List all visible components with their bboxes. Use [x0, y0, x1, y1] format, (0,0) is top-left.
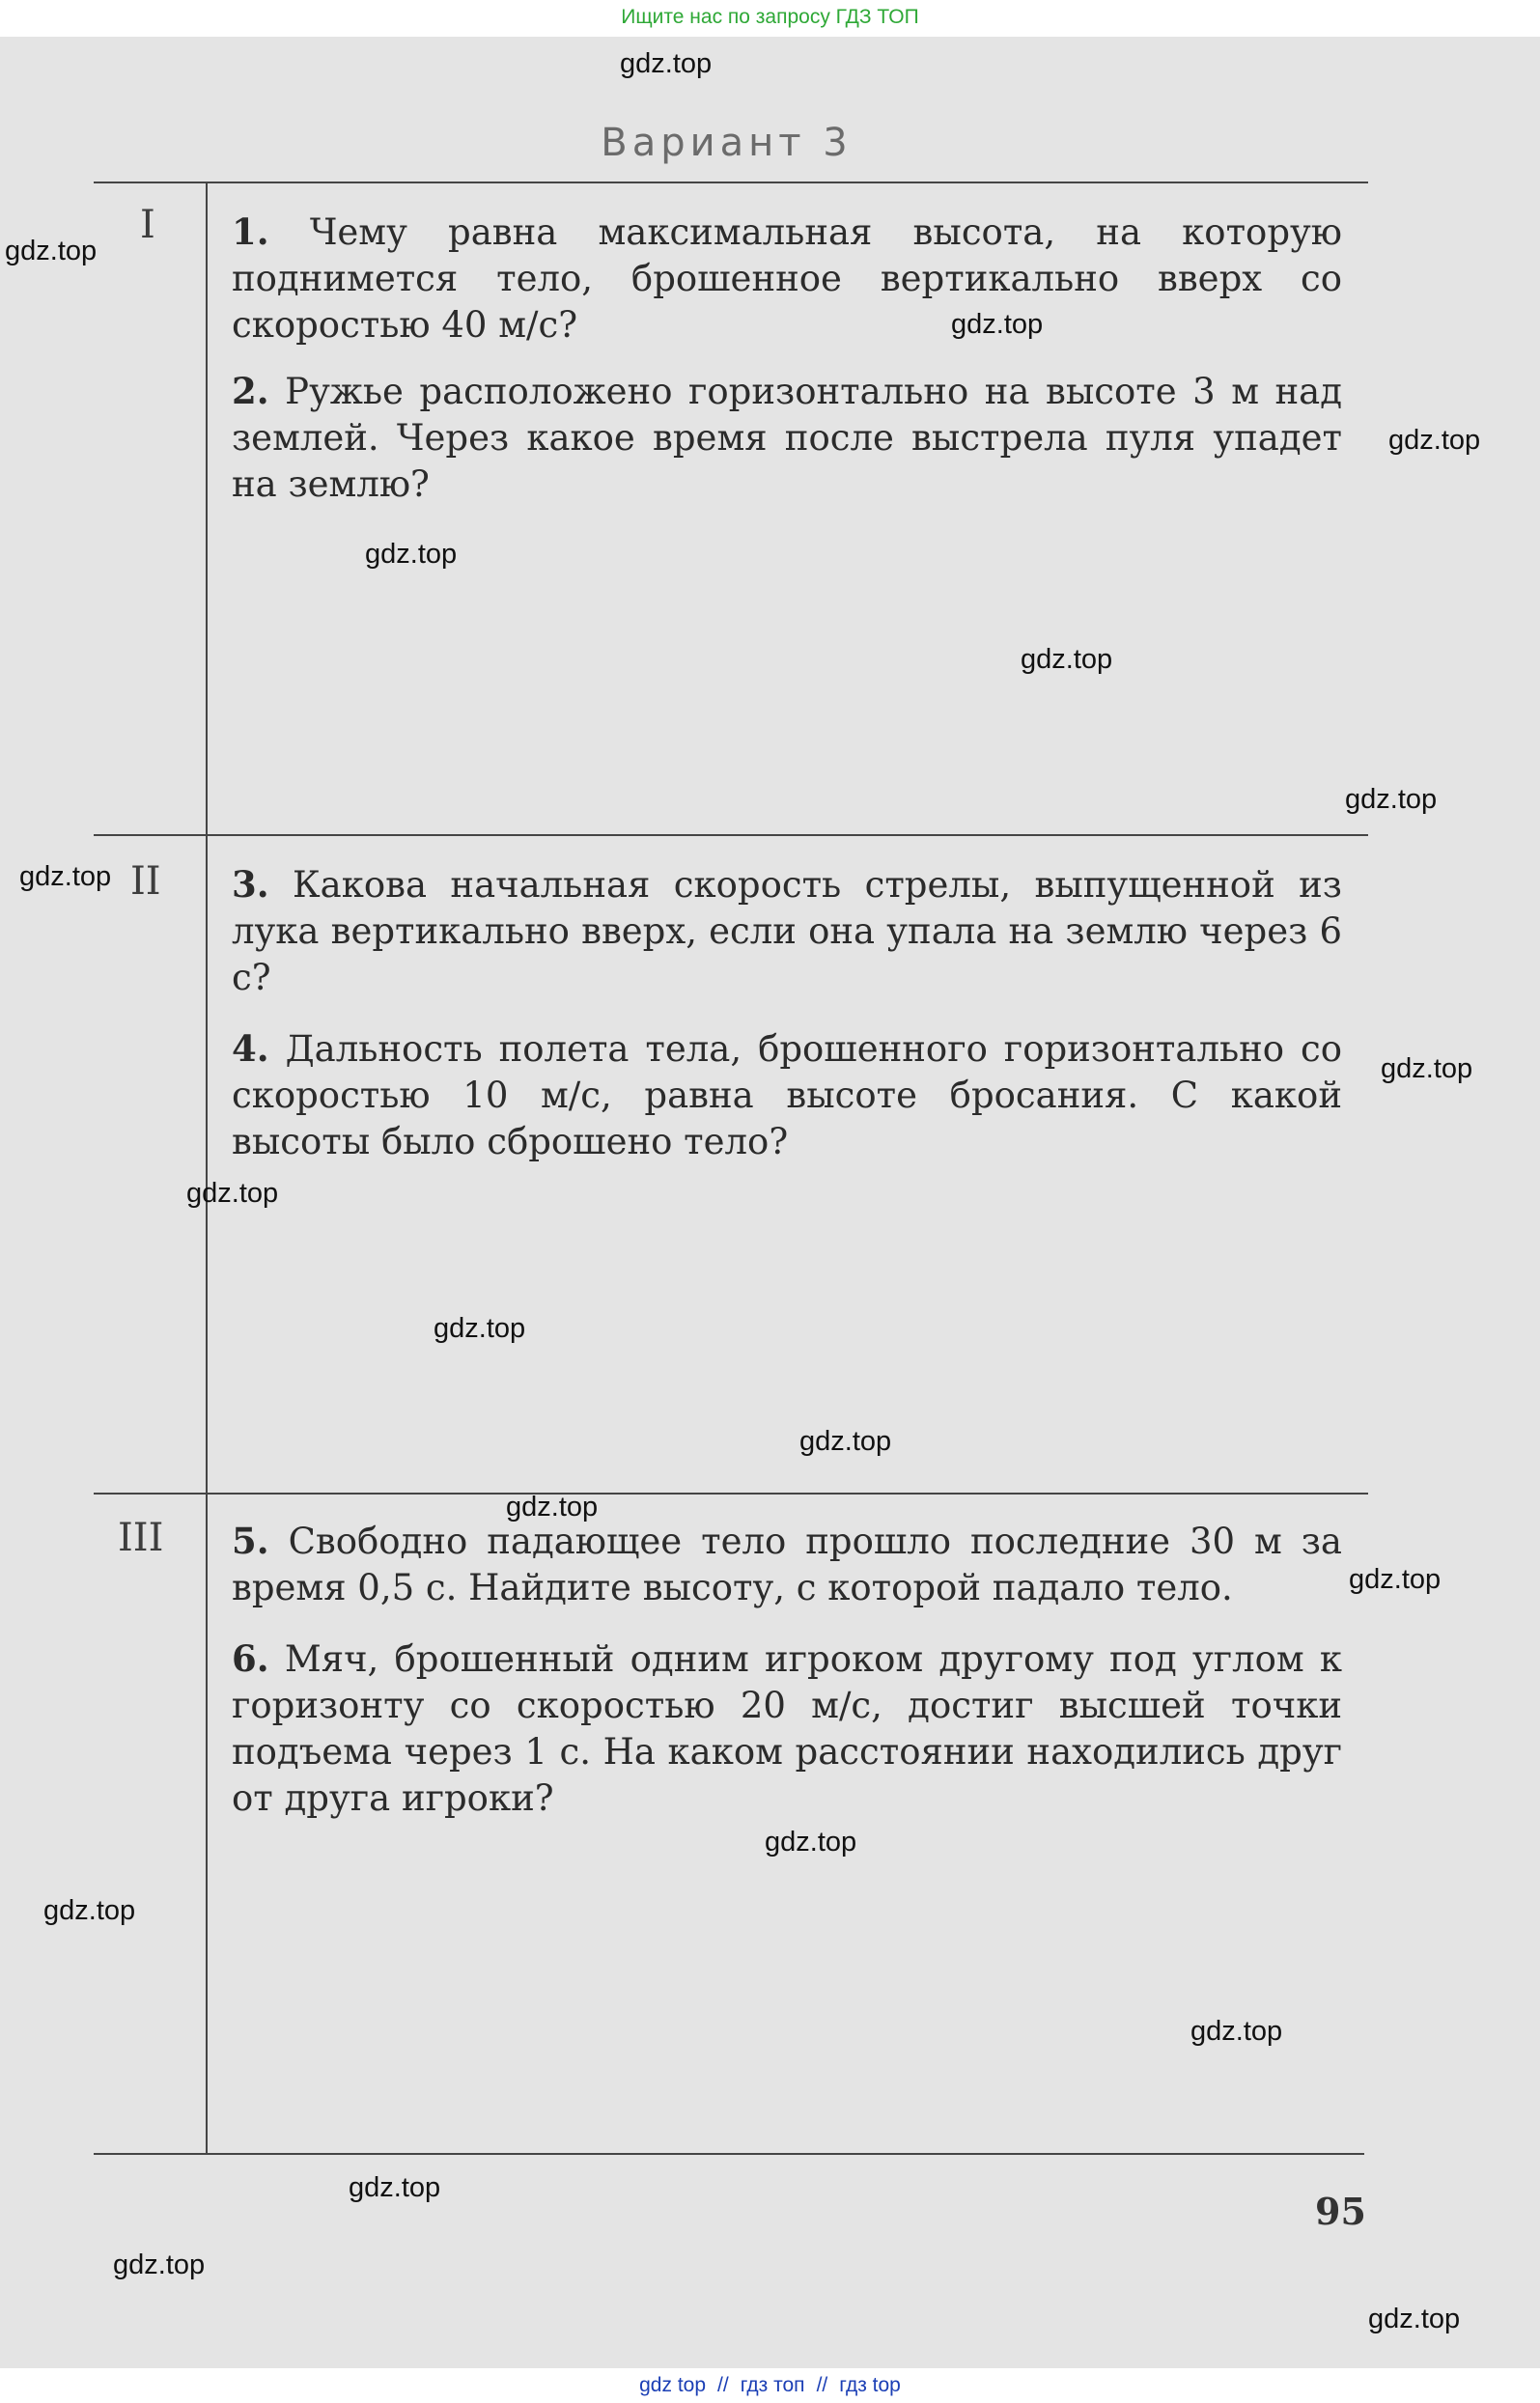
watermark: gdz.top — [1345, 784, 1438, 815]
task-5-text: Свободно падающее тело прошло последние 30 м за время 0,5 с. Найдите высоту, с которой падало тело. — [232, 1521, 1342, 1608]
task-6-number: 6. — [232, 1637, 269, 1680]
task-1 — [232, 209, 1342, 349]
top-banner — [0, 0, 1540, 37]
table-bottom-border — [94, 2153, 1364, 2155]
variant-title: Вариант 3 — [601, 121, 853, 165]
watermark: gdz.top — [506, 1492, 599, 1523]
watermark: gdz.top — [365, 539, 458, 570]
task-4-text: Дальность полета тела, брошенного горизонтально со скоростью 10 м/с, равна высоте бросания. С какой высоты было сброшено тело? — [232, 1028, 1342, 1162]
task-6-text: Мяч, брошенный одним игроком другому под углом к горизонту со скоростью 20 м/с, достиг высшей точки подъема через 1 с. На каком расстоянии находились друг от друга игроки? — [232, 1638, 1342, 1819]
task-1-number: 1. — [232, 210, 269, 253]
bottom-banner-link-1[interactable]: gdz top — [639, 2374, 707, 2396]
bottom-banner-separator: // — [816, 2374, 828, 2396]
watermark: gdz.top — [620, 48, 713, 79]
bottom-banner-separator: // — [717, 2374, 729, 2396]
task-2-text: Ружье расположено горизонтально на высоте 3 м над землей. Через какое время после выстрела пуля упадет на землю? — [232, 371, 1343, 505]
top-banner-text: Ищите нас по запросу ГДЗ ТОП — [621, 6, 919, 28]
watermark: gdz.top — [1021, 644, 1113, 675]
task-3-text: Какова начальная скорость стрелы, выпущенной из лука вертикально вверх, если она упала на землю через 6 с? — [232, 864, 1342, 998]
bottom-banner-link-2[interactable]: гдз топ — [740, 2374, 805, 2396]
watermark: gdz.top — [19, 861, 112, 892]
task-2-number: 2. — [232, 370, 269, 412]
watermark: gdz.top — [1388, 425, 1481, 456]
watermark: gdz.top — [186, 1178, 279, 1209]
watermark: gdz.top — [113, 2249, 206, 2280]
task-3 — [232, 861, 1342, 1001]
task-3-number: 3. — [232, 863, 269, 906]
page-number: 95 — [1315, 2190, 1366, 2233]
task-4-number: 4. — [232, 1027, 269, 1070]
section-divider-3 — [94, 1493, 1368, 1495]
watermark: gdz.top — [1349, 1564, 1442, 1595]
bottom-banner — [0, 2368, 1540, 2403]
watermark: gdz.top — [1368, 2304, 1461, 2334]
watermark: gdz.top — [434, 1313, 526, 1344]
section-divider-2 — [94, 834, 1368, 836]
watermark: gdz.top — [5, 236, 98, 266]
task-2 — [232, 368, 1342, 508]
task-1-text: Чему равна максимальная высота, на которую поднимется тело, брошенное вертикально вверх со скоростью 40 м/с? — [232, 211, 1342, 346]
task-4 — [232, 1025, 1342, 1165]
section-number-3: III — [118, 1516, 164, 1560]
watermark: gdz.top — [765, 1827, 857, 1858]
table-top-border — [94, 182, 1368, 183]
task-5-number: 5. — [232, 1520, 269, 1562]
watermark: gdz.top — [951, 309, 1044, 340]
bottom-banner-link-3[interactable]: гдз top — [839, 2374, 901, 2396]
watermark: gdz.top — [799, 1426, 892, 1457]
task-6 — [232, 1635, 1342, 1822]
watermark: gdz.top — [43, 1895, 136, 1926]
watermark: gdz.top — [1381, 1053, 1473, 1084]
table-column-line — [206, 182, 208, 2153]
watermark: gdz.top — [1190, 2016, 1283, 2047]
watermark: gdz.top — [349, 2172, 441, 2203]
task-5 — [232, 1518, 1342, 1611]
section-number-1: I — [140, 203, 155, 247]
section-number-2: II — [130, 859, 161, 904]
